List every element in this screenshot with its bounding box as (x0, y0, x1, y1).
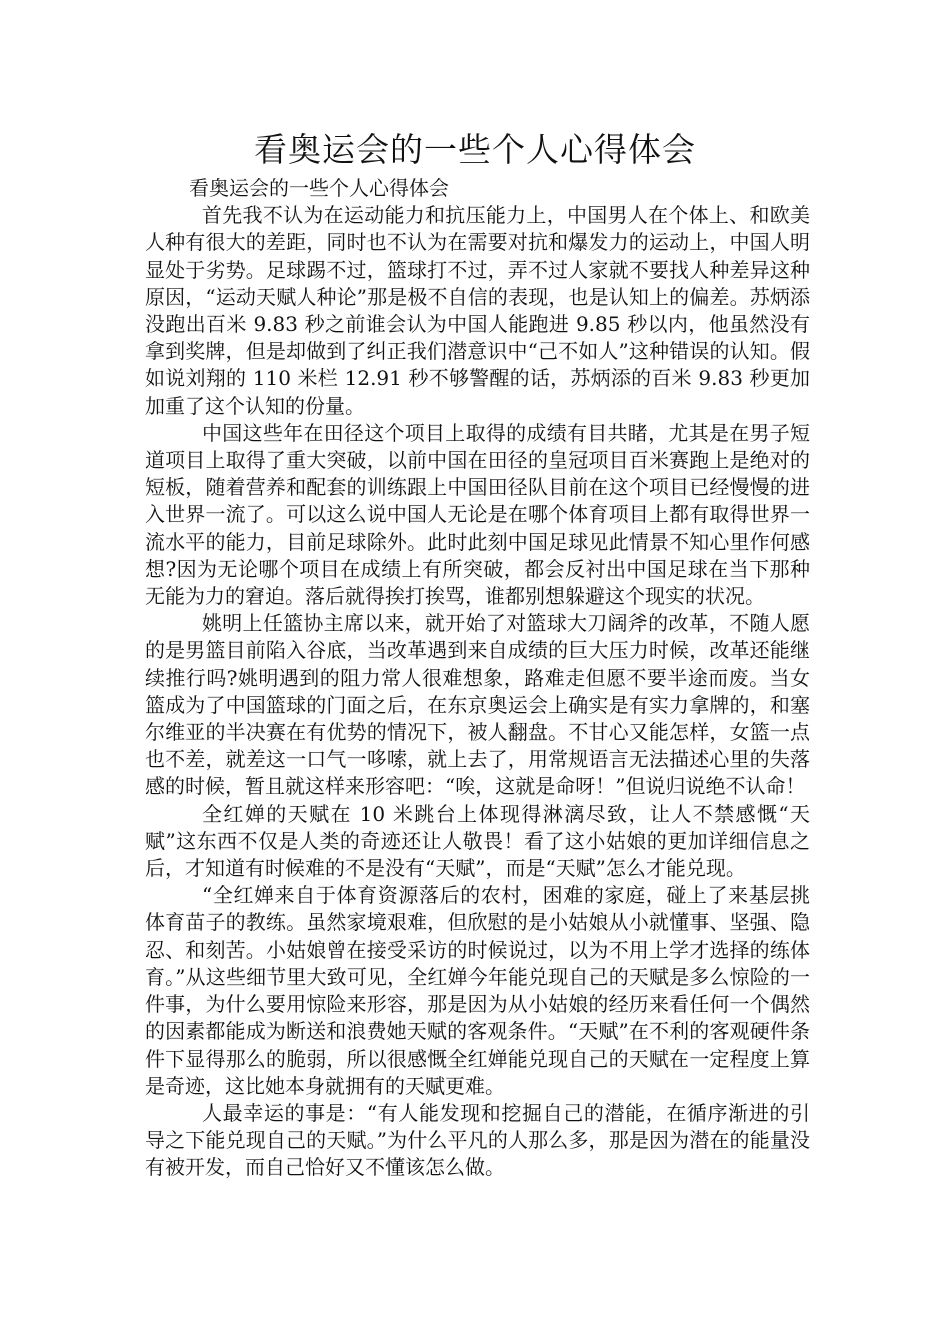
document-body (145, 175, 810, 1182)
document-title: 看奥运会的一些个人心得体会 (254, 130, 696, 169)
paragraph: “全红婵来自于体育资源落后的农村，困难的家庭，碰上了来基层挑体育苗子的教练。虽然家境艰难，但欣慰的是小姑娘从小就懂事、坚强、隐忍、和刻苦。小姑娘曾在接受采访的时候说过，以为不用上学才选择的练体育。”从这些细节里大致可见，全红婵今年能兑现自己的天赋是多么惊险的一件事，为什么要用惊险来形容，那是因为从小姑娘的经历来看任何一个偶然的因素都能成为断送和浪费她天赋的客观条件。“天赋”在不利的客观硬件条件下显得那么的脆弱，所以很感慨全红婵能兑现自己的天赋在一定程度上算是奇迹，这比她本身就拥有的天赋更难。 (145, 883, 810, 1098)
document-subtitle: 看奥运会的一些个人心得体会 (189, 176, 449, 200)
paragraph: 全红婵的天赋在 10 米跳台上体现得淋漓尽致，让人不禁感慨“天赋”这东西不仅是人类的奇迹还让人敬畏！看了这小姑娘的更加详细信息之后，才知道有时候难的不是没有“天赋”，而是“天赋”怎么才能兑现。 (145, 801, 810, 881)
paragraph: 人最幸运的事是：“有人能发现和挖掘自己的潜能，在循序渐进的引导之下能兑现自己的天赋。”为什么平凡的人那么多，那是因为潜在的能量没有被开发，而自己恰好又不懂该怎么做。 (145, 1100, 810, 1180)
paragraph: 姚明上任篮协主席以来，就开始了对篮球大刀阔斧的改革，不随人愿的是男篮目前陷入谷底，当改革遇到来自成绩的巨大压力时候，改革还能继续推行吗?姚明遇到的阻力常人很难想象，路难走但愿不要半途而废。当女篮成为了中国篮球的门面之后，在东京奥运会上确实是有实力拿牌的，和塞尔维亚的半决赛在有优势的情况下，被人翻盘。不甘心又能怎样，女篮一点也不差，就差这一口气一哆嗦，就上去了，用常规语言无法描述心里的失落感的时候，暂且就这样来形容吧：“唉，这就是命呀！”但说归说绝不认命！ (145, 611, 810, 799)
paragraph: 中国这些年在田径这个项目上取得的成绩有目共睹，尤其是在男子短道项目上取得了重大突破，以前中国在田径的皇冠项目百米赛跑上是绝对的短板，随着营养和配套的训练跟上中国田径队目前在这个项目已经慢慢的进入世界一流了。可以这么说中国人无论是在哪个体育项目上都有取得世界一流水平的能力，目前足球除外。此时此刻中国足球见此情景不知心里作何感想?因为无论哪个项目在成绩上有所突破，都会反衬出中国足球在当下那种无能为力的窘迫。落后就得挨打挨骂，谁都别想躲避这个现实的状况。 (145, 420, 810, 609)
paragraph: 首先我不认为在运动能力和抗压能力上，中国男人在个体上、和欧美人种有很大的差距，同时也不认为在需要对抗和爆发力的运动上，中国人明显处于劣势。足球踢不过，篮球打不过，弄不过人家就不要找人种差异这种原因，“运动天赋人种论”那是极不自信的表现，也是认知上的偏差。苏炳添没跑出百米 9.83 秒之前谁会认为中国人能跑进 9.85 秒以内，他虽然没有拿到奖牌，但是却做到了纠正我们潜意识中“己不如人”这种错误的认知。假如说刘翔的 110 米栏 12.91 秒不够警醒的话，苏炳添的百米 9.83 秒更加加重了这个认知的份量。 (145, 203, 810, 418)
